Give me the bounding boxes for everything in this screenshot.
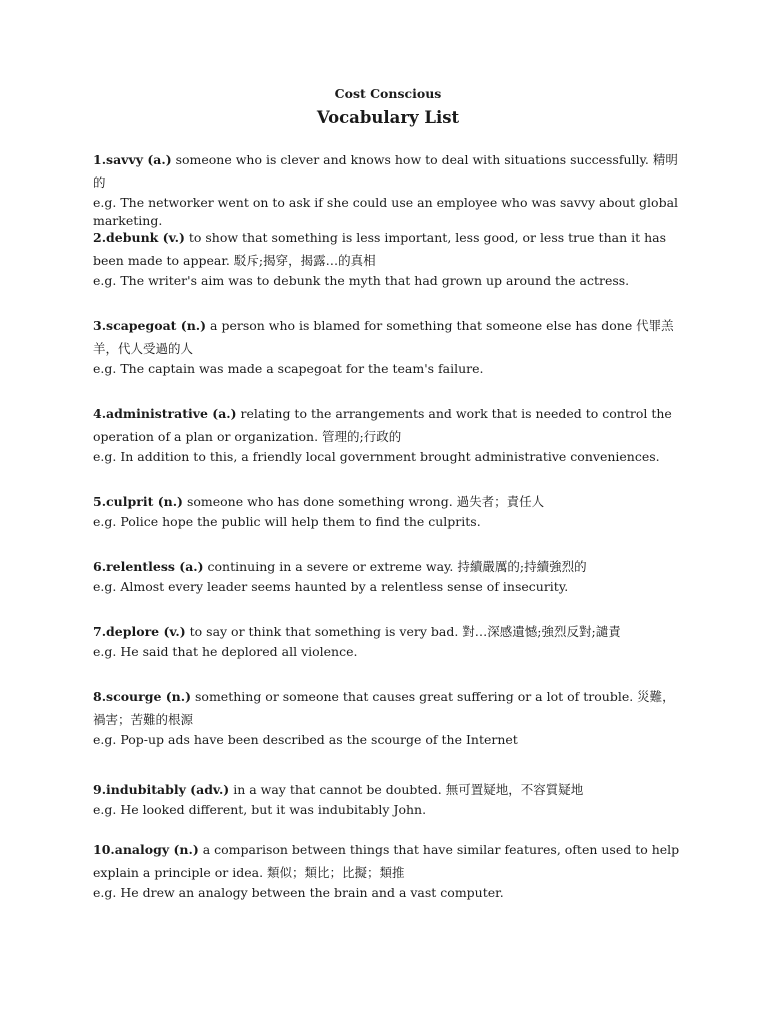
vocab-entry xyxy=(93,555,683,596)
entry-term: 5.culprit (n.) xyxy=(93,494,183,509)
vocab-entry xyxy=(93,778,683,819)
entry-definition-line xyxy=(93,778,683,801)
entry-definition: someone who has done something wrong. 過失者；責任人 xyxy=(182,494,545,509)
entry-definition-line xyxy=(93,490,683,513)
entry-definition: in a way that cannot be doubted. 無可置疑地，不容質疑地 xyxy=(229,782,584,797)
entry-example: e.g. Police hope the public will help them to find the culprits. xyxy=(93,514,481,529)
entry-term: 7.deplore (v.) xyxy=(93,624,186,639)
vocab-entry xyxy=(93,490,683,531)
entry-term: 9.indubitably (adv.) xyxy=(93,782,230,797)
entry-term: 2.debunk (v.) xyxy=(93,230,185,245)
entry-definition: to show that something is less important, less good, or less true than it has been made to appear. 駁斥;揭穿，揭露…的真相 xyxy=(93,230,667,268)
vocab-entry xyxy=(93,148,683,230)
entry-example: e.g. Almost every leader seems haunted by a relentless sense of insecurity. xyxy=(93,579,569,594)
entry-definition: someone who is clever and knows how to deal with situations successfully. 精明的 xyxy=(93,152,678,190)
entry-definition: continuing in a severe or extreme way. 持續嚴厲的;持續強烈的 xyxy=(203,559,587,574)
entry-example: e.g. The captain was made a scapegoat for the team's failure. xyxy=(93,361,484,376)
entry-example: e.g. He drew an analogy between the brain and a vast computer. xyxy=(93,885,504,900)
entry-term: 6.relentless (a.) xyxy=(93,559,204,574)
entry-example: e.g. He looked different, but it was indubitably John. xyxy=(93,802,427,817)
entry-definition: a comparison between things that have similar features, often used to help explain a principle or idea. 類似；類比；比擬；類推 xyxy=(93,842,680,880)
entry-definition-line xyxy=(93,314,683,360)
entry-definition-line xyxy=(93,402,683,448)
vocab-entry xyxy=(93,838,683,902)
entry-definition-line xyxy=(93,226,683,272)
entry-definition-line xyxy=(93,555,683,578)
vocab-entry xyxy=(93,226,683,290)
document-title: Vocabulary List xyxy=(316,108,460,127)
entry-definition: something or someone that causes great suffering or a lot of trouble. 災難，禍害；苦難的根源 xyxy=(93,689,675,727)
entry-definition-line xyxy=(93,838,683,884)
entry-definition-line xyxy=(93,620,683,643)
entry-example: e.g. The writer's aim was to debunk the myth that had grown up around the actress. xyxy=(93,273,630,288)
entry-definition: relating to the arrangements and work that is needed to control the operation of a plan or organization. 管理的;行政的 xyxy=(93,406,672,444)
entry-definition: to say or think that something is very bad. 對…深感遺憾;強烈反對;譴責 xyxy=(185,624,621,639)
entry-definition-line xyxy=(93,685,683,731)
vocab-entry xyxy=(93,402,683,466)
entry-term: 10.analogy (n.) xyxy=(93,842,199,857)
entry-term: 1.savvy (a.) xyxy=(93,152,172,167)
document-subtitle: Cost Conscious xyxy=(334,86,442,101)
entry-example: e.g. Pop-up ads have been described as the scourge of the Internet xyxy=(93,732,518,747)
entry-definition-line xyxy=(93,148,683,194)
entry-term: 3.scapegoat (n.) xyxy=(93,318,207,333)
vocabulary-document xyxy=(93,84,683,900)
vocab-entry xyxy=(93,620,683,661)
entry-example: e.g. He said that he deplored all violence. xyxy=(93,644,358,659)
entry-example: e.g. In addition to this, a friendly local government brought administrative conveniences. xyxy=(93,449,660,464)
entry-definition: a person who is blamed for something that someone else has done 代罪羔羊，代人受過的人 xyxy=(93,318,674,356)
vocab-entry xyxy=(93,314,683,378)
entry-term: 4.administrative (a.) xyxy=(93,406,237,421)
entry-term: 8.scourge (n.) xyxy=(93,689,192,704)
vocab-entry xyxy=(93,685,683,749)
entry-example: e.g. The networker went on to ask if she could use an employee who was savvy about global marketing. xyxy=(93,195,679,228)
